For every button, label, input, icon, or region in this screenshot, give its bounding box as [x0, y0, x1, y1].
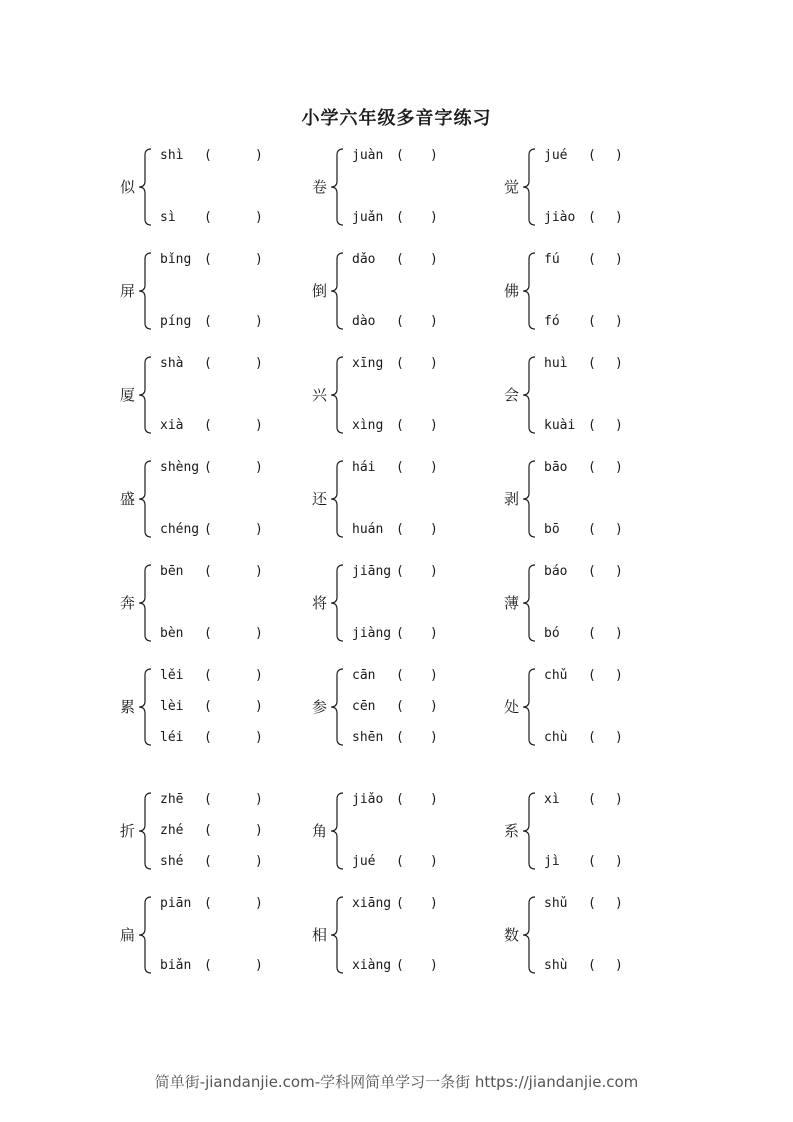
pinyin-reading: lěi [160, 668, 184, 683]
answer-blank-close-paren: ) [615, 792, 623, 807]
polyphone-character: 佛 [504, 282, 520, 300]
answer-blank-open-paren: ( [204, 699, 212, 714]
pinyin-reading: xīng [352, 356, 384, 371]
answer-blank-close-paren: ) [430, 854, 438, 869]
pinyin-reading: zhé [160, 823, 184, 838]
pinyin-reading: cān [352, 668, 376, 683]
polyphone-character: 厦 [120, 386, 136, 404]
pinyin-reading: juǎn [352, 210, 384, 225]
curly-brace-icon [138, 668, 154, 746]
curly-brace-icon [138, 792, 154, 870]
answer-blank-open-paren: ( [588, 314, 596, 329]
pinyin-reading: chù [544, 730, 568, 745]
page-title: 小学六年级多音字练习 [301, 108, 492, 129]
answer-blank-close-paren: ) [255, 418, 263, 433]
answer-blank-open-paren: ( [204, 792, 212, 807]
pinyin-reading: shèng [160, 460, 200, 475]
answer-blank-close-paren: ) [615, 896, 623, 911]
pinyin-reading: shà [160, 356, 184, 371]
pinyin-reading: bō [544, 522, 560, 537]
answer-blank-open-paren: ( [588, 460, 596, 475]
pinyin-reading: píng [160, 314, 192, 329]
answer-blank-open-paren: ( [396, 854, 404, 869]
answer-blank-close-paren: ) [430, 460, 438, 475]
answer-blank-close-paren: ) [430, 210, 438, 225]
pinyin-reading: bēn [160, 564, 184, 579]
answer-blank-open-paren: ( [588, 626, 596, 641]
polyphone-character: 卷 [312, 178, 328, 196]
answer-blank-open-paren: ( [588, 356, 596, 371]
polyphone-character: 相 [312, 926, 328, 944]
answer-blank-close-paren: ) [255, 699, 263, 714]
pinyin-reading: bèn [160, 626, 184, 641]
answer-blank-close-paren: ) [430, 564, 438, 579]
answer-blank-close-paren: ) [255, 626, 263, 641]
pinyin-reading: cēn [352, 699, 376, 714]
answer-blank-open-paren: ( [204, 460, 212, 475]
curly-brace-icon [522, 148, 538, 226]
answer-blank-close-paren: ) [255, 522, 263, 537]
answer-blank-open-paren: ( [588, 854, 596, 869]
answer-blank-open-paren: ( [204, 418, 212, 433]
answer-blank-open-paren: ( [588, 148, 596, 163]
answer-blank-close-paren: ) [615, 730, 623, 745]
pinyin-reading: kuài [544, 418, 576, 433]
answer-blank-close-paren: ) [430, 626, 438, 641]
curly-brace-icon [522, 356, 538, 434]
curly-brace-icon [138, 148, 154, 226]
polyphone-character: 会 [504, 386, 520, 404]
answer-blank-close-paren: ) [430, 792, 438, 807]
answer-blank-open-paren: ( [396, 626, 404, 641]
pinyin-reading: juàn [352, 148, 384, 163]
pinyin-reading: shì [160, 148, 184, 163]
answer-blank-close-paren: ) [615, 626, 623, 641]
pinyin-reading: chéng [160, 522, 200, 537]
polyphone-character: 折 [120, 822, 136, 840]
pinyin-reading: jiāng [352, 564, 392, 579]
answer-blank-open-paren: ( [588, 792, 596, 807]
polyphone-character: 倒 [312, 282, 328, 300]
pinyin-reading: jiǎo [352, 792, 384, 807]
answer-blank-close-paren: ) [255, 896, 263, 911]
answer-blank-open-paren: ( [204, 356, 212, 371]
answer-blank-open-paren: ( [396, 148, 404, 163]
pinyin-reading: chǔ [544, 668, 568, 683]
answer-blank-open-paren: ( [588, 564, 596, 579]
pinyin-reading: sì [160, 210, 176, 225]
polyphone-character: 屏 [120, 282, 136, 300]
answer-blank-close-paren: ) [615, 314, 623, 329]
answer-blank-close-paren: ) [615, 564, 623, 579]
answer-blank-open-paren: ( [396, 356, 404, 371]
answer-blank-open-paren: ( [204, 564, 212, 579]
answer-blank-open-paren: ( [396, 418, 404, 433]
answer-blank-open-paren: ( [204, 730, 212, 745]
answer-blank-close-paren: ) [255, 958, 263, 973]
curly-brace-icon [330, 252, 346, 330]
answer-blank-open-paren: ( [204, 626, 212, 641]
pinyin-reading: bó [544, 626, 560, 641]
pinyin-reading: shǔ [544, 896, 568, 911]
curly-brace-icon [138, 896, 154, 974]
answer-blank-close-paren: ) [430, 958, 438, 973]
curly-brace-icon [522, 564, 538, 642]
answer-blank-close-paren: ) [255, 314, 263, 329]
answer-blank-open-paren: ( [396, 252, 404, 267]
curly-brace-icon [522, 460, 538, 538]
polyphone-character: 将 [312, 594, 328, 612]
answer-blank-open-paren: ( [396, 896, 404, 911]
pinyin-reading: bǐng [160, 252, 192, 267]
pinyin-reading: xì [544, 792, 560, 807]
curly-brace-icon [138, 356, 154, 434]
answer-blank-close-paren: ) [430, 896, 438, 911]
polyphone-character: 还 [312, 490, 328, 508]
curly-brace-icon [522, 792, 538, 870]
pinyin-reading: xiàng [352, 958, 392, 973]
pinyin-reading: dào [352, 314, 376, 329]
pinyin-reading: fú [544, 252, 560, 267]
polyphone-character: 盛 [120, 490, 136, 508]
pinyin-reading: lèi [160, 699, 184, 714]
answer-blank-close-paren: ) [255, 148, 263, 163]
footer-watermark: 简单街-jiandanjie.com-学科网简单学习一条街 https://jiandanjie.com [154, 1073, 639, 1091]
answer-blank-close-paren: ) [615, 356, 623, 371]
answer-blank-close-paren: ) [430, 252, 438, 267]
answer-blank-open-paren: ( [588, 896, 596, 911]
answer-blank-close-paren: ) [615, 668, 623, 683]
curly-brace-icon [330, 896, 346, 974]
answer-blank-close-paren: ) [430, 148, 438, 163]
answer-blank-close-paren: ) [615, 460, 623, 475]
polyphone-character: 角 [312, 822, 328, 840]
curly-brace-icon [522, 252, 538, 330]
answer-blank-close-paren: ) [430, 730, 438, 745]
curly-brace-icon [330, 356, 346, 434]
answer-blank-open-paren: ( [588, 418, 596, 433]
answer-blank-open-paren: ( [588, 210, 596, 225]
pinyin-reading: jué [544, 148, 568, 163]
answer-blank-open-paren: ( [396, 792, 404, 807]
answer-blank-open-paren: ( [396, 668, 404, 683]
answer-blank-open-paren: ( [588, 522, 596, 537]
answer-blank-close-paren: ) [255, 730, 263, 745]
pinyin-reading: jì [544, 854, 560, 869]
answer-blank-open-paren: ( [204, 823, 212, 838]
answer-blank-close-paren: ) [255, 792, 263, 807]
polyphone-character: 兴 [312, 386, 328, 404]
answer-blank-open-paren: ( [396, 730, 404, 745]
polyphone-character: 奔 [120, 594, 136, 612]
answer-blank-close-paren: ) [255, 210, 263, 225]
pinyin-reading: jué [352, 854, 376, 869]
answer-blank-close-paren: ) [430, 356, 438, 371]
answer-blank-open-paren: ( [588, 252, 596, 267]
polyphone-character: 处 [504, 698, 520, 716]
answer-blank-close-paren: ) [615, 418, 623, 433]
answer-blank-close-paren: ) [255, 252, 263, 267]
curly-brace-icon [330, 460, 346, 538]
pinyin-reading: xiāng [352, 896, 392, 911]
answer-blank-close-paren: ) [430, 522, 438, 537]
pinyin-reading: fó [544, 314, 560, 329]
polyphone-character: 似 [120, 178, 136, 196]
curly-brace-icon [330, 792, 346, 870]
curly-brace-icon [138, 252, 154, 330]
answer-blank-open-paren: ( [588, 730, 596, 745]
answer-blank-close-paren: ) [430, 668, 438, 683]
pinyin-reading: shēn [352, 730, 384, 745]
answer-blank-open-paren: ( [396, 314, 404, 329]
pinyin-reading: xìng [352, 418, 384, 433]
answer-blank-open-paren: ( [396, 564, 404, 579]
answer-blank-close-paren: ) [615, 148, 623, 163]
polyphone-character: 剥 [504, 490, 520, 508]
answer-blank-open-paren: ( [204, 210, 212, 225]
curly-brace-icon [138, 564, 154, 642]
answer-blank-open-paren: ( [396, 958, 404, 973]
polyphone-character: 觉 [504, 178, 520, 196]
polyphone-character: 累 [120, 698, 136, 716]
polyphone-character: 参 [312, 698, 328, 716]
pinyin-reading: shù [544, 958, 568, 973]
polyphone-character: 扁 [120, 926, 136, 944]
answer-blank-open-paren: ( [204, 896, 212, 911]
answer-blank-close-paren: ) [255, 668, 263, 683]
answer-blank-open-paren: ( [396, 699, 404, 714]
answer-blank-open-paren: ( [204, 854, 212, 869]
answer-blank-close-paren: ) [615, 522, 623, 537]
curly-brace-icon [522, 668, 538, 746]
answer-blank-close-paren: ) [615, 252, 623, 267]
answer-blank-close-paren: ) [255, 356, 263, 371]
answer-blank-open-paren: ( [588, 958, 596, 973]
answer-blank-open-paren: ( [396, 210, 404, 225]
pinyin-reading: huán [352, 522, 384, 537]
pinyin-reading: piān [160, 896, 192, 911]
answer-blank-open-paren: ( [588, 668, 596, 683]
pinyin-reading: báo [544, 564, 568, 579]
pinyin-reading: shé [160, 854, 184, 869]
polyphone-character: 数 [504, 926, 520, 944]
answer-blank-open-paren: ( [396, 460, 404, 475]
answer-blank-close-paren: ) [615, 210, 623, 225]
pinyin-reading: xià [160, 418, 184, 433]
pinyin-reading: jiàng [352, 626, 392, 641]
answer-blank-open-paren: ( [204, 314, 212, 329]
answer-blank-close-paren: ) [255, 823, 263, 838]
answer-blank-close-paren: ) [255, 854, 263, 869]
pinyin-reading: zhē [160, 792, 184, 807]
answer-blank-close-paren: ) [430, 314, 438, 329]
curly-brace-icon [330, 564, 346, 642]
answer-blank-close-paren: ) [615, 958, 623, 973]
curly-brace-icon [330, 148, 346, 226]
curly-brace-icon [330, 668, 346, 746]
answer-blank-open-paren: ( [204, 958, 212, 973]
curly-brace-icon [522, 896, 538, 974]
answer-blank-open-paren: ( [204, 522, 212, 537]
pinyin-reading: huì [544, 356, 568, 371]
pinyin-reading: dǎo [352, 252, 376, 267]
answer-blank-open-paren: ( [204, 252, 212, 267]
polyphone-character: 系 [504, 822, 520, 840]
answer-blank-open-paren: ( [396, 522, 404, 537]
polyphone-character: 薄 [504, 594, 520, 612]
pinyin-reading: biǎn [160, 958, 192, 973]
pinyin-reading: jiào [544, 210, 576, 225]
answer-blank-open-paren: ( [204, 668, 212, 683]
answer-blank-close-paren: ) [255, 460, 263, 475]
answer-blank-close-paren: ) [255, 564, 263, 579]
answer-blank-open-paren: ( [204, 148, 212, 163]
curly-brace-icon [138, 460, 154, 538]
answer-blank-close-paren: ) [430, 418, 438, 433]
answer-blank-close-paren: ) [615, 854, 623, 869]
pinyin-reading: hái [352, 460, 376, 475]
pinyin-reading: bāo [544, 460, 568, 475]
answer-blank-close-paren: ) [430, 699, 438, 714]
pinyin-reading: léi [160, 730, 184, 745]
